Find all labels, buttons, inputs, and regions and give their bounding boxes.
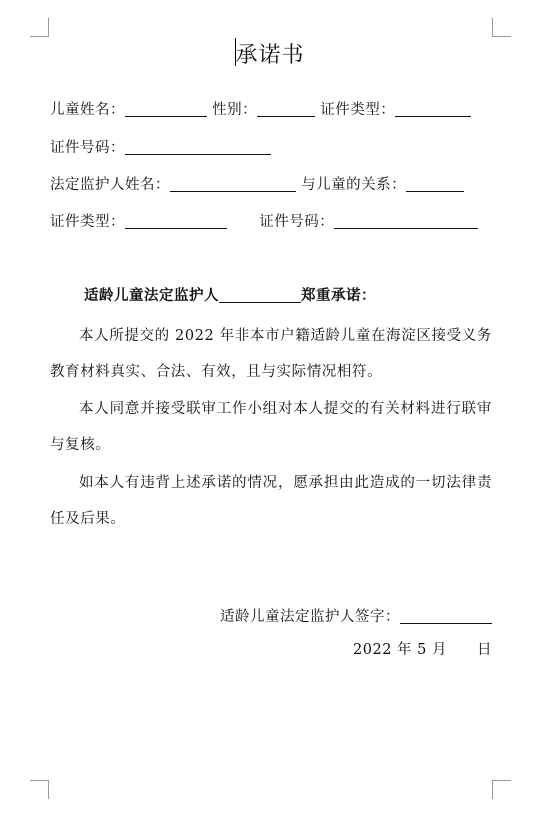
relation-blank[interactable]	[406, 175, 464, 192]
row-child-info	[50, 100, 471, 120]
crop-mark-bottom-right	[492, 780, 511, 799]
guardian-id-type-label: 证件类型：	[50, 214, 125, 230]
pledge-heading	[84, 286, 376, 306]
pledge-paragraph-3: 如本人有违背上述承诺的情况，愿承担由此造成的一切法律责任及后果。	[50, 475, 492, 527]
id-type-blank[interactable]	[395, 100, 471, 117]
signature-row	[220, 607, 492, 627]
child-name-label: 儿童姓名：	[50, 102, 125, 118]
row-guardian-info	[50, 175, 464, 195]
signature-label: 适龄儿童法定监护人签字：	[220, 609, 400, 625]
crop-mark-top-left	[30, 18, 49, 37]
guardian-id-number-blank[interactable]	[334, 212, 478, 229]
signature-date: 2022 年 5 月 日	[353, 642, 492, 658]
guardian-name-blank[interactable]	[170, 175, 296, 192]
pledge-paragraph-2: 本人同意并接受联审工作小组对本人提交的有关材料进行联审与复核。	[50, 401, 492, 453]
crop-mark-bottom-left	[30, 780, 49, 799]
gender-label: 性别：	[212, 102, 258, 118]
guardian-id-type-blank[interactable]	[125, 212, 227, 229]
guardian-id-number-label: 证件号码：	[259, 214, 335, 230]
pledge-guardian-blank[interactable]	[219, 286, 301, 303]
pledge-heading-suffix: 郑重承诺：	[301, 287, 376, 304]
row-child-id	[50, 138, 271, 158]
signature-blank[interactable]	[400, 607, 492, 624]
child-name-blank[interactable]	[125, 100, 207, 117]
id-number-blank[interactable]	[125, 138, 271, 155]
document-title[interactable]: 承诺书	[235, 43, 305, 68]
guardian-name-label: 法定监护人姓名：	[50, 177, 170, 193]
id-number-label: 证件号码：	[50, 140, 125, 156]
pledge-paragraph-1: 本人所提交的 2022 年非本市户籍适龄儿童在海淀区接受义务教育材料真实、合法、有效，且与实际情况相符。	[50, 328, 492, 380]
id-type-label: 证件类型：	[320, 102, 396, 118]
gender-blank[interactable]	[257, 100, 315, 117]
crop-mark-top-right	[492, 18, 511, 37]
row-guardian-id	[50, 212, 478, 232]
pledge-heading-prefix: 适龄儿童法定监护人	[84, 287, 219, 304]
relation-label: 与儿童的关系：	[301, 177, 407, 193]
